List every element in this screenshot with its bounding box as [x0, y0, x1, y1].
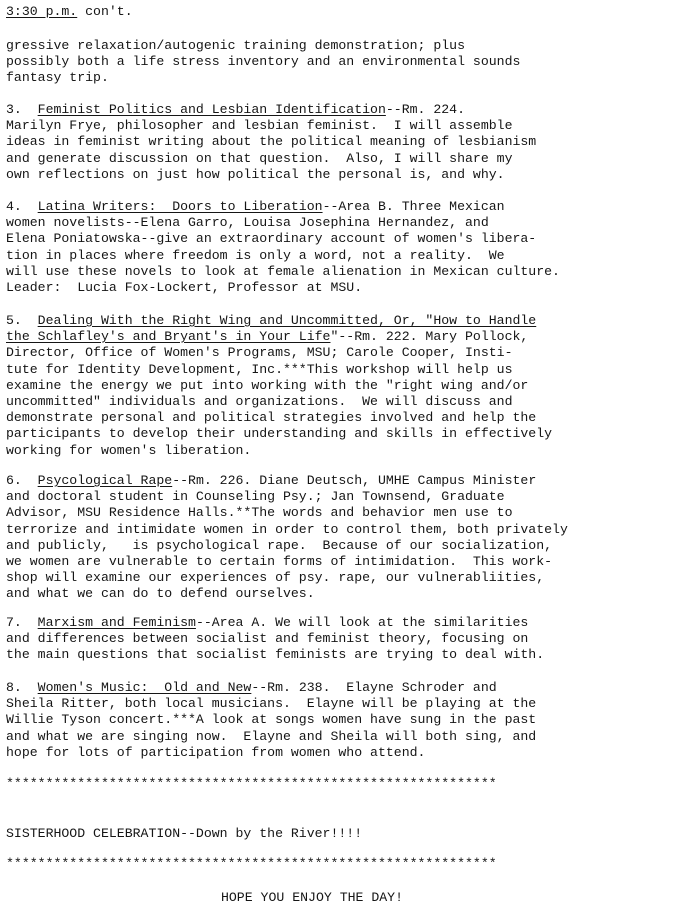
workshop-item-7: [6, 615, 696, 664]
text-line: shop will examine our experiences of psy. rape, our vulnerabliities,: [6, 570, 545, 586]
item-location: --Rm. 238. Elayne Schroder and: [251, 680, 497, 695]
item-heading-line: [6, 102, 696, 118]
text-line: and publicly, is psychological rape. Because of our socialization,: [6, 537, 553, 553]
item-location: --Area B. Three Mexican: [322, 199, 505, 214]
item-title: Women's Music: Old and New: [37, 680, 252, 695]
item-number: 8.: [6, 680, 22, 695]
text-line: participants to develop their understanding and skills in effectively: [6, 426, 553, 442]
text-line: hope for lots of participation from women who attend.: [6, 744, 426, 760]
text-line: Director, Office of Women's Programs, MSU; Carole Cooper, Insti-: [6, 345, 513, 361]
item-number: 6.: [6, 473, 22, 488]
text-line: Willie Tyson concert.***A look at songs women have sung in the past: [6, 712, 537, 728]
celebration-line: [6, 826, 696, 842]
celebration-text: SISTERHOOD CELEBRATION--Down by the River!!!!: [6, 826, 363, 841]
item-heading-line: [6, 199, 696, 215]
text-line: Marilyn Frye, philosopher and lesbian feminist. I will assemble: [6, 118, 513, 134]
workshop-item-4: [6, 199, 696, 296]
text-line: demonstrate personal and political strategies involved and help the: [6, 410, 537, 426]
text-line: ideas in feminist writing about the political meaning of lesbianism: [6, 134, 537, 150]
asterisk-divider-bottom: **************************************************************: [6, 856, 497, 871]
item-location: --Rm. 226. Diane Deutsch, UMHE Campus Minister: [172, 473, 537, 488]
continued-label: con't.: [77, 4, 133, 19]
time-label: 3:30 p.m.: [6, 4, 78, 19]
item-title: Feminist Politics and Lesbian Identification: [37, 102, 386, 117]
text-line: and doctoral student in Counseling Psy.; Jan Townsend, Graduate: [6, 489, 505, 505]
item-number: 4.: [6, 199, 22, 214]
item-title-continued: the Schlafley's and Bryant's in Your Life: [6, 329, 331, 345]
text-line: and differences between socialist and feminist theory, focusing on: [6, 631, 529, 647]
text-line: possibly both a life stress inventory and an environmental sounds: [6, 54, 521, 70]
item-number: 3.: [6, 102, 22, 117]
text-line: working for women's liberation.: [6, 442, 252, 458]
workshop-item-6: [6, 473, 696, 603]
text-line: Elena Poniatowska--give an extraordinary account of women's libera-: [6, 231, 537, 247]
closing-line: HOPE YOU ENJOY THE DAY!: [220, 890, 404, 905]
text-line: fantasy trip.: [6, 70, 109, 86]
workshop-item-8: [6, 680, 696, 761]
item-location: --Area A. We will look at the similarities: [195, 615, 529, 630]
item-location: --Rm. 224.: [385, 102, 466, 117]
item-number: 5.: [6, 313, 22, 328]
intro-paragraph: [6, 38, 696, 87]
item-heading-line: [6, 313, 696, 329]
time-header: [6, 4, 133, 20]
workshop-item-5: [6, 313, 696, 459]
text-line: Advisor, MSU Residence Halls.**The words and behavior men use to: [6, 505, 513, 521]
text-line: uncommitted" individuals and organizations. We will discuss and: [6, 393, 513, 409]
text-line: Leader: Lucia Fox-Lockert, Professor at MSU.: [6, 279, 363, 295]
asterisk-divider-top: **************************************************************: [6, 776, 497, 791]
text-line: own reflections on just how political the personal is, and why.: [6, 166, 505, 182]
text-line: Sheila Ritter, both local musicians. Elayne will be playing at the: [6, 696, 537, 712]
text-line: the main questions that socialist feminists are trying to deal with.: [6, 647, 545, 663]
text-line: gressive relaxation/autogenic training demonstration; plus: [6, 38, 465, 53]
item-heading-line-2: [6, 329, 696, 345]
text-line: and generate discussion on that question. Also, I will share my: [6, 150, 513, 166]
item-title: Latina Writers: Doors to Liberation: [37, 199, 323, 214]
item-number: 7.: [6, 615, 22, 630]
item-title: Psycological Rape: [37, 473, 173, 488]
text-line: tion in places where freedom is only a word, not a reality. We: [6, 247, 505, 263]
workshop-item-3: [6, 102, 696, 183]
text-line: women novelists--Elena Garro, Louisa Josephina Hernandez, and: [6, 215, 489, 231]
item-title: Marxism and Feminism: [37, 615, 196, 630]
text-line: we women are vulnerable to certain forms of intimidation. This work-: [6, 553, 553, 569]
text-line: will use these novels to look at female alienation in Mexican culture.: [6, 263, 560, 279]
item-title: Dealing With the Right Wing and Uncommitted, Or, "How to Handle: [37, 313, 537, 328]
text-line: examine the energy we put into working with the "right wing and/or: [6, 377, 529, 393]
item-location: "--Rm. 222. Mary Pollock,: [330, 329, 529, 345]
item-heading-line: [6, 680, 696, 696]
item-heading-line: [6, 473, 696, 489]
text-line: tute for Identity Development, Inc.***This workshop will help us: [6, 361, 513, 377]
text-line: and what we can do to defend ourselves.: [6, 586, 315, 602]
text-line: terrorize and intimidate women in order to control them, both privately: [6, 521, 568, 537]
text-line: and what we are singing now. Elayne and Sheila will both sing, and: [6, 728, 537, 744]
item-heading-line: [6, 615, 696, 631]
